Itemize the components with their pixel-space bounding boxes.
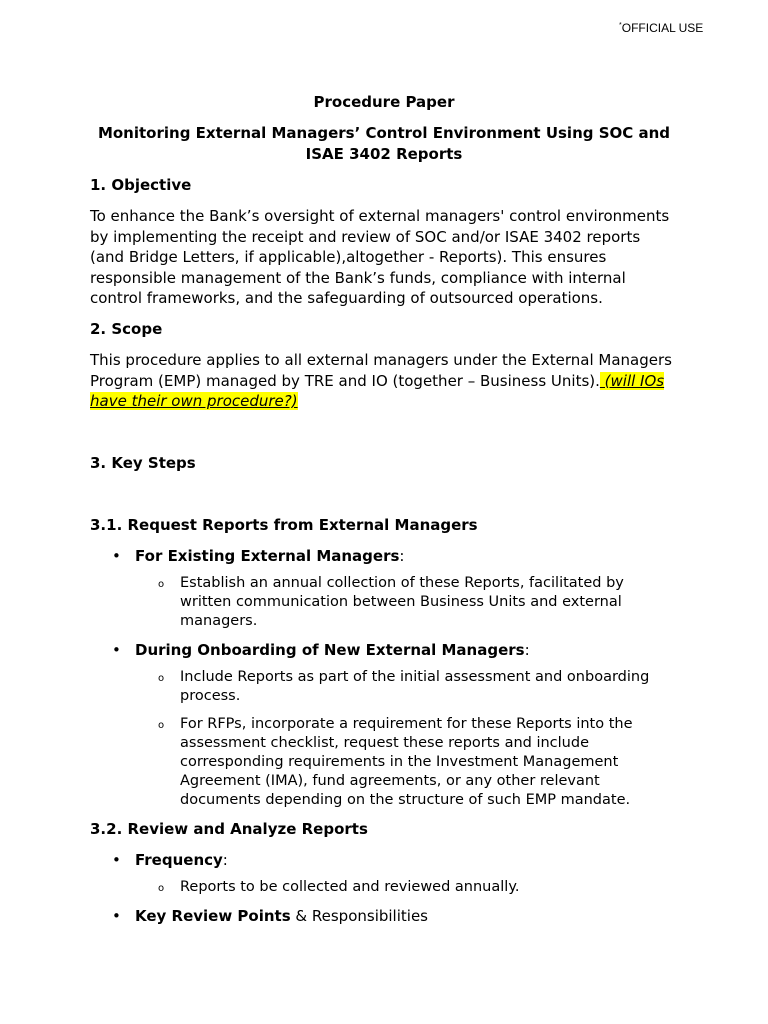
bullet-icon: • (112, 546, 121, 565)
subsection-heading-request-reports: 3.1. Request Reports from External Managers (90, 515, 478, 534)
section-heading-scope: 2. Scope (90, 319, 163, 338)
sub-bullet-icon: o (158, 672, 165, 684)
highlighted-comment: (will IOs have their own procedure?) (90, 371, 665, 411)
sub-bullet-annual-review: o Reports to be collected and reviewed annually. (90, 878, 678, 897)
objective-paragraph: To enhance the Bank’s oversight of external managers' control environments by implementing the receipt and review of SOC and/or ISAE 3402 reports (and Bridge Letters, if applicable),altogether - Reports). This ensures responsible management of the Bank’s funds, compliance with internal control frameworks, and the safeguarding of outsourced operations. (90, 207, 670, 308)
scope-paragraph: This procedure applies to all external managers under the External Managers Program (EMP) managed by TRE and IO (together – Business Units). (will IOs have their own procedure?) (90, 350, 672, 411)
sub-bullet-rfp-requirement: o For RFPs, incorporate a requirement for these Reports into the assessment checklist, request these reports and include corresponding requirements in the Investment Management Agreement (IMA), fund agreements, or any other relevant documents depending on the structure of such EMP mandate. (158, 715, 633, 808)
document-subtitle: Monitoring External Managers’ Control Environment Using SOC and ISAE 3402 Reports (97, 124, 671, 163)
sub-bullet-icon: o (158, 882, 165, 894)
bullet-frequency: • Frequency: (112, 850, 228, 869)
bullet-icon: • (112, 906, 121, 925)
sub-bullet-icon: o (158, 578, 165, 590)
bullet-key-review-points: • Key Review Points & Responsibilities (112, 906, 428, 925)
bullet-existing-managers: • For Existing External Managers: (112, 546, 405, 565)
sub-bullet-initial-assessment: o Include Reports as part of the initial assessment and onboarding process. (158, 668, 650, 704)
classification-label: *OFFICIAL USE (619, 21, 704, 35)
bullet-onboarding-managers: • During Onboarding of New External Managers: (112, 640, 530, 659)
section-heading-key-steps: 3. Key Steps (90, 453, 196, 472)
subsection-heading-review-reports: 3.2. Review and Analyze Reports (90, 819, 368, 838)
bullet-icon: • (112, 640, 121, 659)
document-body (90, 90, 678, 934)
document-title: Procedure Paper (313, 93, 455, 111)
bullet-icon: • (112, 850, 121, 869)
sub-bullet-icon: o (158, 719, 165, 731)
section-heading-objective: 1. Objective (90, 176, 192, 194)
sub-bullet-annual-collection: o Establish an annual collection of these Reports, facilitated by written communication between Business Units and external managers. (158, 574, 624, 629)
